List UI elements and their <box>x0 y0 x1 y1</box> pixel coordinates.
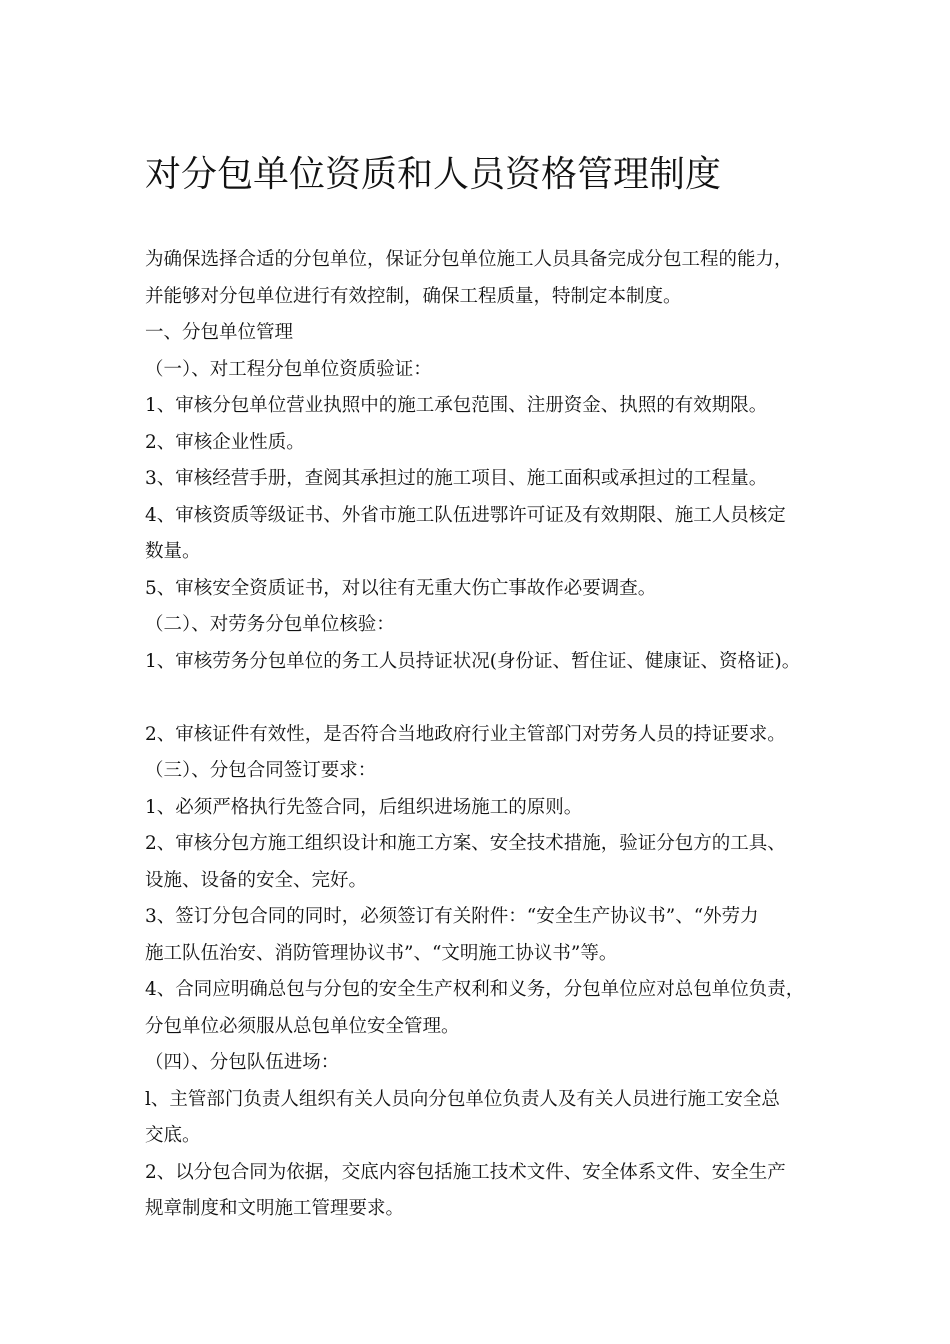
list-item: 2、审核证件有效性，是否符合当地政府行业主管部门对劳务人员的持证要求。 <box>145 723 786 745</box>
subsection-heading: （三）、分包合同签订要求： <box>145 760 377 781</box>
subsection-heading: （一）、对工程分包单位资质验证： <box>145 358 432 380</box>
list-item-continuation: 设施、设备的安全、完好。 <box>145 869 368 891</box>
list-item: 4、审核资质等级证书、外省市施工队伍进鄂许可证及有效期限、施工人员核定 <box>145 504 786 526</box>
list-item: 5、审核安全资质证书，对以往有无重大伤亡事故作必要调查。 <box>145 577 657 599</box>
blank-line <box>145 680 835 717</box>
list-item-continuation: 施工队伍治安、消防管理协议书”、“文明施工协议书”等。 <box>145 942 618 964</box>
document-title: 对分包单位资质和人员资格管理制度 <box>145 154 722 195</box>
paragraph-line: 并能够对分包单位进行有效控制，确保工程质量，特制定本制度。 <box>145 285 682 307</box>
list-item-continuation: 数量。 <box>145 541 201 562</box>
list-item: 3、审核经营手册，查阅其承担过的施工项目、施工面积或承担过的工程量。 <box>145 468 768 489</box>
list-item: 1、必须严格执行先签合同，后组织进场施工的原则。 <box>145 796 583 818</box>
list-item-continuation: 规章制度和文明施工管理要求。 <box>145 1198 405 1219</box>
list-item-continuation: 分包单位必须服从总包单位安全管理。 <box>145 1015 460 1037</box>
list-item: 2、审核分包方施工组织设计和施工方案、安全技术措施，验证分包方的工具、 <box>145 833 786 854</box>
list-item: 2、审核企业性质。 <box>145 431 305 453</box>
list-item: 1、审核劳务分包单位的务工人员持证状况(身份证、暂住证、健康证、资格证)。 <box>145 650 801 672</box>
list-item-continuation: 交底。 <box>145 1125 201 1146</box>
list-item: 2、以分包合同为依据，交底内容包括施工技术文件、安全体系文件、安全生产 <box>145 1161 786 1183</box>
list-item: 1、审核分包单位营业执照中的施工承包范围、注册资金、执照的有效期限。 <box>145 395 768 416</box>
document-body <box>145 242 835 1228</box>
section-heading: 一、分包单位管理 <box>145 322 294 343</box>
paragraph-line: 为确保选择合适的分包单位，保证分包单位施工人员具备完成分包工程的能力， <box>145 249 793 270</box>
subsection-heading: （二）、对劳务分包单位核验： <box>145 614 395 635</box>
list-item: 3、签订分包合同的同时，必须签订有关附件：“安全生产协议书”、“外劳力 <box>145 906 759 927</box>
list-item: l、主管部门负责人组织有关人员向分包单位负责人及有关人员进行施工安全总 <box>145 1088 780 1110</box>
list-item: 4、合同应明确总包与分包的安全生产权利和义务，分包单位应对总包单位负责， <box>145 979 805 1000</box>
subsection-heading: （四）、分包队伍进场： <box>145 1052 340 1073</box>
